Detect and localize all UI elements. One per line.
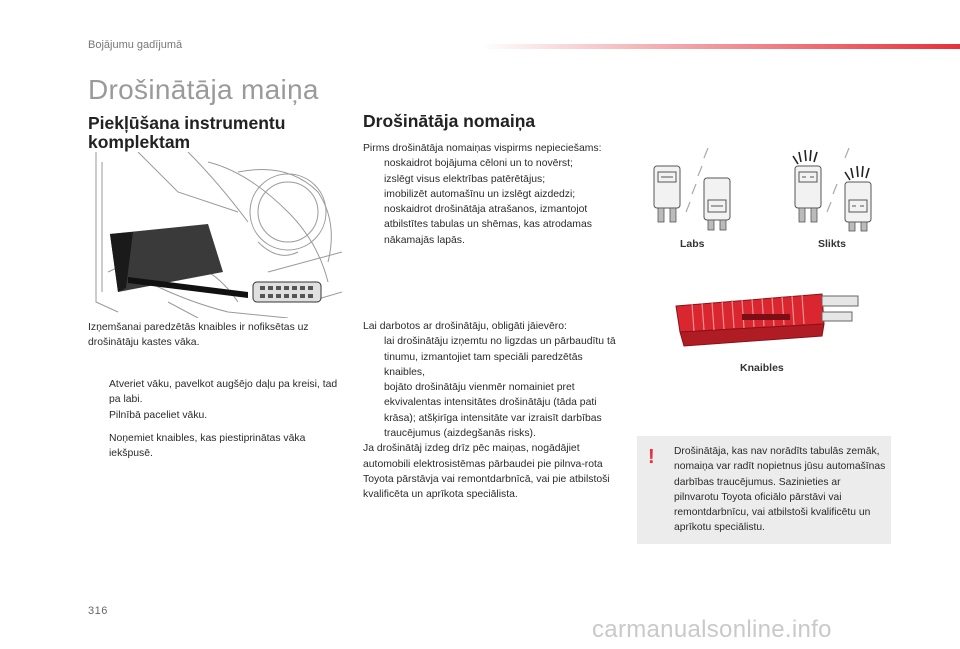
- left-intro: Izņemšanai paredzētās knaibles ir nofiksētas uz drošinātāju kastes vāka.: [88, 322, 309, 349]
- good-fuse-label: Labs: [680, 238, 705, 250]
- list-item: bojāto drošinātāju vienmēr nomainiet pret ekvivalentas intensitātes drošinātāju (tāda pati krāsa); atšķirīga intensitāte var izraisīt darbības traucējumus (aizdegšanās risks).: [384, 382, 602, 440]
- pliers-label: Knaibles: [740, 362, 784, 374]
- section-label: Bojājumu gadījumā: [88, 39, 183, 51]
- list-item: Noņemiet knaibles, kas piestiprinātas vāka iekšpusē.: [109, 433, 306, 460]
- left-steps-b: [88, 431, 340, 462]
- page-number: 316: [88, 605, 108, 617]
- pliers-icon: [672, 286, 864, 352]
- work-list: [363, 334, 621, 441]
- right-heading: Drošinātāja nomaiņa: [363, 111, 536, 131]
- list-item: izslēgt visus elektrības patērētājus;: [384, 173, 546, 185]
- right-before-section: [363, 141, 618, 248]
- bad-fuse-icon: [789, 148, 883, 232]
- warning-icon: !: [648, 446, 655, 468]
- bad-fuse-label: Slikts: [818, 238, 847, 250]
- before-list: [363, 156, 618, 248]
- right-work-section: [363, 319, 621, 503]
- left-steps-a: [88, 377, 340, 423]
- good-fuse-icon: [648, 148, 742, 232]
- list-item: noskaidrot drošinātāja atrašanos, izmantojot atbilstītes tabulas un shēmas, kas atrodamas nākamajās lapās.: [384, 204, 592, 246]
- page-title: Drošinātāja maiņa: [88, 74, 319, 105]
- right-intro: Pirms drošinātāja nomaiņas vispirms nepieciešams:: [363, 143, 602, 154]
- work-intro: Lai darbotos ar drošinātāju, obligāti jāievēro:: [363, 321, 567, 332]
- warning-text: Drošinātāja, kas nav norādīts tabulās zemāk, nomaiņa var radīt nopietnus jūsu automašīnas darbības traucējumus. Sazinieties ar pilnvarotu Toyota oficiālo pārstāvi vai remontdarbnīcu, vai atbilstoši kvalificētu un aprīkotu speciālistu.: [674, 446, 886, 534]
- list-item: Atveriet vāku, pavelkot augšējo daļu pa kreisi, tad pa labi.: [109, 379, 338, 406]
- warning-box: [637, 436, 891, 544]
- list-item: imobilizēt automašīnu un izslēgt aizdedzi;: [384, 188, 576, 200]
- dashboard-fusebox-illustration: [88, 152, 342, 318]
- watermark: carmanualsonline.info: [592, 616, 832, 643]
- left-heading: Piekļūšana instrumentu komplektam: [88, 113, 286, 152]
- list-item: lai drošinātāju izņemtu no ligzdas un pārbaudītu tā tinumu, izmantojiet tam speciāli paredzētās knaibles,: [384, 336, 616, 378]
- header-accent-bar: [480, 44, 960, 49]
- list-item: noskaidrot bojājuma cēloni un to novērst;: [384, 158, 573, 170]
- outro-text: Ja drošinātāj izdeg drīz pēc maiņas, nogādājiet automobili elektrosistēmas pārbaudei pie pilnva-rota Toyota pārstāvja vai remontdarbnīcā, vai pie atbilstoši kvalificēta un aprīkota speciālista.: [363, 443, 610, 501]
- list-item: Pilnībā paceliet vāku.: [109, 409, 208, 421]
